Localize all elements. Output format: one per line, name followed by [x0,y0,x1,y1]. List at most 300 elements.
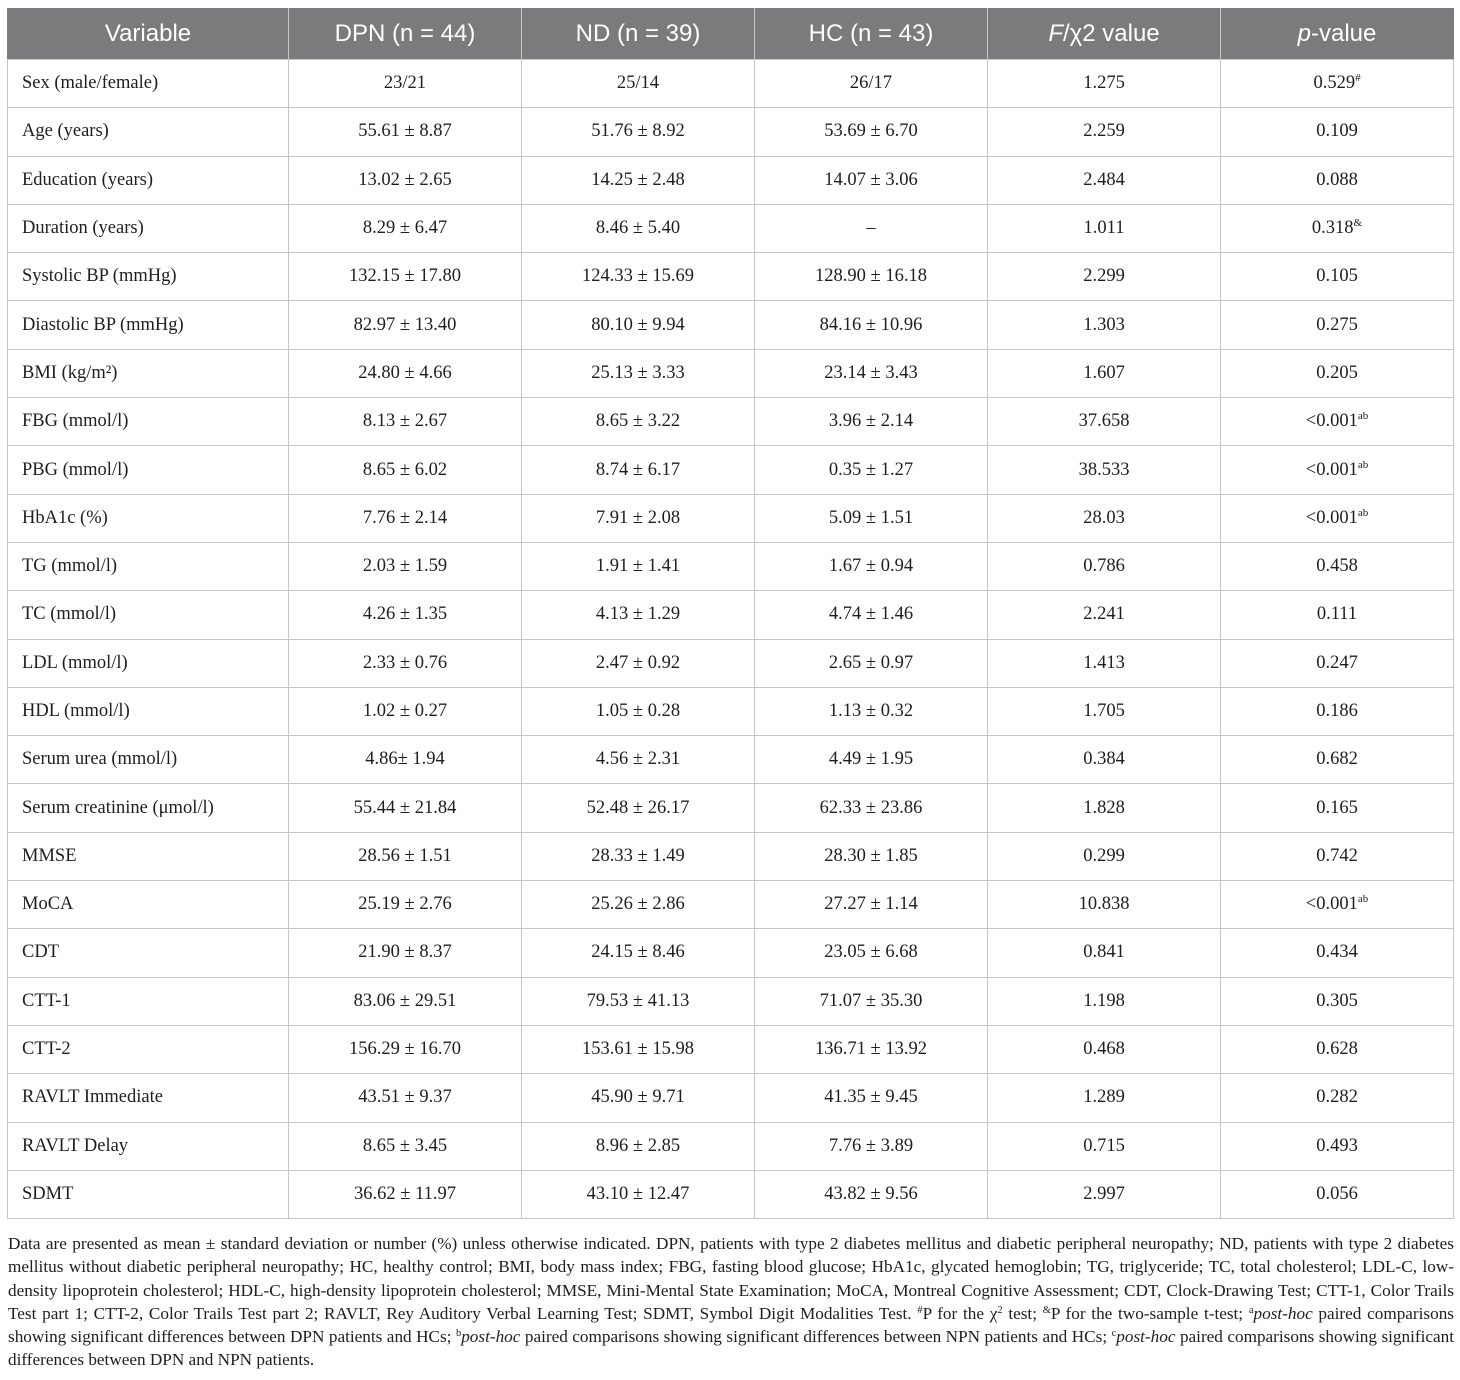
footnote-hash-sup: # [917,1304,923,1316]
cell-dpn [289,542,522,590]
cell-p-superscript: ab [1357,506,1369,519]
cell-hc-text: 53.69 ± 6.70 [824,121,918,142]
cell-hc [755,253,988,301]
cell-p-text: 0.186 [1316,701,1358,721]
cell-stat [988,639,1221,687]
table-row [8,784,1454,832]
header-hc: HC (n = 43) [755,8,988,60]
cell-hc-text: 43.82 ± 9.56 [824,1183,918,1204]
cell-variable [8,639,289,687]
cell-dpn-text: 43.51 ± 9.37 [358,1087,452,1108]
cell-nd-text: 24.15 ± 8.46 [591,942,685,963]
cell-p [1221,881,1454,929]
cell-variable-text: BMI (kg/m²) [22,362,118,383]
table-row [8,542,1454,590]
cell-hc [755,977,988,1025]
cell-nd [522,639,755,687]
cell-hc-text: 23.05 ± 6.68 [824,942,918,963]
table-row [8,398,1454,446]
cell-hc [755,398,988,446]
cell-hc [755,60,988,108]
table-row [8,301,1454,349]
cell-nd [522,1122,755,1170]
cell-p-text: 0.205 [1316,362,1358,383]
cell-nd [522,60,755,108]
cell-variable [8,156,289,204]
cell-hc [755,301,988,349]
cell-dpn [289,60,522,108]
cell-variable-text: MoCA [22,894,74,915]
cell-variable-text: Duration (years) [22,218,144,239]
cell-nd [522,1170,755,1218]
cell-variable-text: Diastolic BP (mmHg) [22,314,184,335]
footnote-a-ital: post-hoc [1253,1303,1313,1323]
cell-stat-text: 0.299 [1083,845,1125,866]
cell-dpn-text: 82.97 ± 13.40 [353,314,457,335]
cell-hc-text: 1.13 ± 0.32 [828,701,914,721]
cell-p-text: 0.109 [1316,121,1358,142]
cell-dpn [289,832,522,880]
cell-nd [522,398,755,446]
cell-p-text: 0.493 [1316,1135,1358,1156]
cell-p [1221,736,1454,784]
cell-hc-text: 5.09 ± 1.51 [828,507,914,528]
cell-variable [8,204,289,252]
header-nd: ND (n = 39) [522,8,755,60]
cell-p [1221,591,1454,639]
cell-variable [8,542,289,590]
cell-hc-text: 4.74 ± 1.46 [828,604,914,625]
cell-p-text: 0.247 [1316,652,1358,673]
cell-nd-text: 8.65 ± 3.22 [595,411,681,432]
cell-stat [988,1170,1221,1218]
table-row [8,1122,1454,1170]
cell-variable [8,881,289,929]
cell-hc [755,736,988,784]
cell-dpn-text: 2.03 ± 1.59 [362,556,448,577]
cell-dpn [289,446,522,494]
cell-dpn-text: 8.13 ± 2.67 [362,411,448,432]
cell-nd-text: 7.91 ± 2.08 [595,507,681,528]
cell-stat [988,929,1221,977]
cell-stat [988,253,1221,301]
cell-p [1221,60,1454,108]
table-row [8,639,1454,687]
cell-stat-text: 2.484 [1083,169,1125,190]
cell-nd-text: 4.13 ± 1.29 [595,604,681,625]
cell-variable [8,108,289,156]
cell-dpn-text: 4.86± 1.94 [365,749,445,770]
cell-variable-text: Age (years) [22,121,109,142]
cell-nd [522,349,755,397]
cell-hc-text: 2.65 ± 0.97 [828,652,914,673]
header-dpn: DPN (n = 44) [289,8,522,60]
cell-dpn [289,881,522,929]
cell-variable [8,977,289,1025]
cell-variable-text: Serum urea (mmol/l) [22,749,178,770]
cell-stat-text: 28.03 [1083,507,1125,528]
cell-nd-text: 52.48 ± 26.17 [586,797,690,818]
cell-stat [988,977,1221,1025]
table-row [8,108,1454,156]
cell-nd [522,542,755,590]
footnote-c-text: paired comparisons showing significant differences between DPN and NPN patients. [8,1326,1455,1370]
cell-p-text: 0.105 [1316,266,1358,287]
cell-stat-text: 1.828 [1083,797,1125,818]
cell-p [1221,1074,1454,1122]
cell-hc-text: 4.49 ± 1.95 [828,749,914,770]
cell-stat [988,349,1221,397]
cell-hc [755,494,988,542]
cell-p [1221,398,1454,446]
footnote-main: Data are presented as mean ± standard deviation or number (%) unless otherwise indicated. DPN, patients with type 2 diabetes mellitus and diabetic peripheral neuropathy; ND, patients with type 2 diabetes mellitus without diabetic peripheral neuropathy; HC, healthy control; BMI, body mass index; FBG, fasting blood glucose; HbA1c, glycated hemoglobin; TG, triglyceride; TC, total cholesterol; LDL-C, low-density lipoprotein cholesterol; HDL-C, high-density lipoprotein cholesterol; MMSE, Mini-Mental State Examination; MoCA, Montreal Cognitive Assessment; CDT, Clock-Drawing Test; CTT-1, Color Trails Test part 1; CTT-2, Color Trails Test part 2; RAVLT, Rey Auditory Verbal Learning Test; SDMT, Symbol Digit Modalities Test. [8,1234,1454,1323]
cell-p [1221,1025,1454,1073]
cell-dpn [289,977,522,1025]
footnote-a-sup: a [1248,1304,1254,1316]
cell-nd-text: 8.46 ± 5.40 [595,218,681,239]
cell-variable-text: FBG (mmol/l) [22,411,129,432]
cell-variable-text: HbA1c (%) [22,507,108,528]
cell-hc [755,1025,988,1073]
cell-hc-text: 136.71 ± 13.92 [815,1039,927,1060]
cell-stat [988,446,1221,494]
cell-p-text: 0.529 [1313,73,1356,94]
cell-nd [522,687,755,735]
cell-nd-text: 43.10 ± 12.47 [586,1183,690,1204]
footnote-hash-text: P for the χ [922,1303,998,1323]
cell-nd [522,446,755,494]
cell-stat [988,1122,1221,1170]
cell-variable-text: CTT-1 [22,990,71,1011]
cell-p-text: 0.458 [1316,556,1358,577]
cell-variable [8,301,289,349]
cell-nd-text: 124.33 ± 15.69 [582,266,694,287]
footnote-amp-sup: & [1042,1304,1051,1316]
cell-nd [522,1025,755,1073]
cell-hc-text: 128.90 ± 16.18 [815,266,927,287]
cell-hc-text: 1.67 ± 0.94 [828,556,914,577]
table-body [8,60,1454,1219]
data-table [7,8,1454,1219]
cell-dpn-text: 1.02 ± 0.27 [362,701,448,721]
cell-variable [8,446,289,494]
table-header [8,8,1454,60]
cell-nd-text: 14.25 ± 2.48 [591,169,685,190]
cell-nd [522,784,755,832]
cell-variable-text: SDMT [22,1183,74,1204]
cell-dpn [289,1074,522,1122]
header-stat-suffix: /χ2 value [1063,19,1160,47]
footnote-amp-text: P for the two-sample t-test; [1050,1303,1244,1323]
cell-variable [8,349,289,397]
cell-variable [8,1170,289,1218]
cell-dpn [289,591,522,639]
document-page [7,8,1453,1371]
cell-hc-text: 26/17 [849,73,893,94]
cell-p [1221,784,1454,832]
cell-stat-text: 0.715 [1083,1135,1125,1156]
cell-stat-text: 38.533 [1078,459,1130,480]
cell-stat-text: 1.011 [1083,218,1125,239]
cell-dpn-text: 8.65 ± 6.02 [362,459,448,480]
cell-p-text: <0.001 [1305,894,1358,915]
cell-hc [755,687,988,735]
cell-nd-text: 1.05 ± 0.28 [595,701,681,721]
cell-p-text: 0.318 [1311,218,1354,239]
cell-p-text: 0.111 [1316,604,1358,625]
cell-stat-text: 0.841 [1083,942,1125,963]
cell-p-superscript: ab [1357,893,1369,906]
header-p [1221,8,1454,60]
cell-dpn [289,1025,522,1073]
cell-nd [522,108,755,156]
cell-variable-text: RAVLT Immediate [22,1087,163,1108]
cell-stat-text: 2.241 [1083,604,1125,625]
cell-variable-text: PBG (mmol/l) [22,459,129,480]
footnote-b-text: paired comparisons showing significant differences between NPN patients and HCs; [520,1326,1108,1346]
cell-variable-text: TC (mmol/l) [22,604,117,625]
cell-p [1221,494,1454,542]
cell-p-text: 0.434 [1316,942,1358,963]
cell-p [1221,832,1454,880]
cell-hc [755,1074,988,1122]
cell-p [1221,1122,1454,1170]
cell-variable [8,253,289,301]
cell-p-text: <0.001 [1305,411,1358,432]
cell-stat-text: 10.838 [1078,894,1130,915]
cell-dpn-text: 55.61 ± 8.87 [358,121,452,142]
cell-stat-text: 37.658 [1078,411,1130,432]
footnote-b-sup: b [455,1327,462,1339]
cell-stat [988,204,1221,252]
cell-hc-text: 14.07 ± 3.06 [824,169,918,190]
cell-dpn [289,204,522,252]
cell-variable [8,60,289,108]
cell-dpn [289,108,522,156]
header-variable: Variable [8,8,289,60]
cell-p [1221,687,1454,735]
cell-dpn-text: 83.06 ± 29.51 [353,990,457,1011]
cell-hc [755,1170,988,1218]
cell-p-text: 0.282 [1316,1087,1358,1108]
cell-hc [755,591,988,639]
footnote-c-ital: post-hoc [1116,1326,1176,1346]
cell-nd-text: 80.10 ± 9.94 [591,314,685,335]
cell-variable-text: Systolic BP (mmHg) [22,266,177,287]
cell-stat [988,494,1221,542]
cell-stat [988,736,1221,784]
cell-variable [8,398,289,446]
footnote-chi-sup: 2 [997,1304,1003,1316]
cell-variable [8,736,289,784]
header-p-prefix: p [1297,19,1311,47]
cell-p-text: 0.742 [1316,845,1358,866]
cell-nd [522,977,755,1025]
cell-dpn-text: 21.90 ± 8.37 [358,942,452,963]
cell-dpn-text: 8.29 ± 6.47 [362,218,448,239]
cell-hc [755,108,988,156]
table-row [8,1025,1454,1073]
table-row [8,929,1454,977]
cell-p-text: <0.001 [1305,459,1358,480]
table-row [8,1074,1454,1122]
cell-dpn-text: 36.62 ± 11.97 [354,1183,456,1204]
cell-variable [8,591,289,639]
cell-p-superscript: ab [1357,458,1369,471]
footnote-c-sup: c [1111,1327,1117,1339]
cell-hc-text: 23.14 ± 3.43 [824,362,918,383]
cell-dpn [289,494,522,542]
cell-p-text: 0.305 [1316,990,1358,1011]
cell-dpn-text: 23/21 [383,73,427,94]
cell-variable [8,929,289,977]
cell-nd [522,736,755,784]
cell-variable [8,1025,289,1073]
cell-nd-text: 28.33 ± 1.49 [591,845,685,866]
header-p-suffix: -value [1310,19,1377,47]
table-row [8,253,1454,301]
table-row [8,156,1454,204]
cell-nd-text: 25.26 ± 2.86 [591,894,685,915]
cell-dpn-text: 2.33 ± 0.76 [362,652,448,673]
cell-dpn [289,301,522,349]
cell-hc-text: 28.30 ± 1.85 [824,845,918,866]
cell-variable-text: Sex (male/female) [22,73,159,94]
cell-dpn [289,398,522,446]
cell-hc-text: 7.76 ± 3.89 [828,1135,914,1156]
cell-hc-text: 41.35 ± 9.45 [824,1087,918,1108]
cell-p [1221,639,1454,687]
cell-dpn [289,156,522,204]
cell-hc-text: 3.96 ± 2.14 [828,411,914,432]
cell-dpn-text: 156.29 ± 16.70 [349,1039,461,1060]
cell-p-superscript: & [1353,217,1363,230]
cell-variable-text: TG (mmol/l) [22,556,118,577]
cell-hc-text: 84.16 ± 10.96 [819,314,923,335]
cell-p-text: <0.001 [1305,507,1358,528]
table-row [8,204,1454,252]
cell-stat-text: 2.997 [1083,1183,1125,1204]
cell-nd-text: 1.91 ± 1.41 [595,556,681,577]
cell-variable [8,687,289,735]
cell-hc [755,1122,988,1170]
cell-hc [755,542,988,590]
cell-dpn [289,784,522,832]
cell-stat [988,108,1221,156]
cell-p-text: 0.056 [1316,1183,1358,1204]
cell-p [1221,204,1454,252]
cell-stat-text: 1.413 [1083,652,1125,673]
cell-variable-text: RAVLT Delay [22,1135,129,1156]
cell-dpn-text: 28.56 ± 1.51 [358,845,452,866]
cell-variable-text: Education (years) [22,169,153,190]
cell-hc [755,349,988,397]
cell-stat [988,832,1221,880]
cell-nd-text: 8.74 ± 6.17 [595,459,681,480]
cell-nd-text: 8.96 ± 2.85 [595,1135,681,1156]
table-row [8,446,1454,494]
cell-stat-text: 2.259 [1083,121,1125,142]
cell-nd [522,881,755,929]
cell-variable [8,832,289,880]
cell-nd [522,494,755,542]
cell-hc-text: – [866,218,876,239]
cell-p [1221,108,1454,156]
cell-p [1221,929,1454,977]
table-row [8,1170,1454,1218]
cell-stat-text: 1.198 [1083,990,1125,1011]
cell-dpn-text: 24.80 ± 4.66 [358,362,452,383]
cell-hc [755,929,988,977]
cell-p [1221,301,1454,349]
footnote-hash-end: test; [1002,1303,1037,1323]
cell-dpn-text: 4.26 ± 1.35 [362,604,448,625]
cell-nd-text: 79.53 ± 41.13 [586,990,690,1011]
header-row [8,8,1454,60]
header-stat-prefix: F [1048,19,1063,47]
cell-stat-text: 0.384 [1083,749,1125,770]
cell-nd-text: 2.47 ± 0.92 [595,652,681,673]
cell-hc [755,784,988,832]
table-row [8,591,1454,639]
cell-nd [522,832,755,880]
cell-variable-text: MMSE [22,845,77,866]
cell-stat-text: 1.303 [1083,314,1125,335]
cell-p-text: 0.682 [1316,749,1358,770]
cell-nd [522,301,755,349]
cell-nd-text: 153.61 ± 15.98 [582,1039,694,1060]
table-row [8,349,1454,397]
cell-variable [8,784,289,832]
cell-p-superscript: ab [1357,410,1369,423]
cell-stat [988,301,1221,349]
cell-nd-text: 25.13 ± 3.33 [591,362,685,383]
cell-nd [522,591,755,639]
cell-p [1221,977,1454,1025]
cell-hc [755,156,988,204]
cell-dpn [289,736,522,784]
cell-nd [522,1074,755,1122]
cell-dpn [289,1170,522,1218]
cell-hc-text: 0.35 ± 1.27 [828,459,914,480]
cell-stat-text: 1.289 [1083,1087,1125,1108]
cell-dpn [289,687,522,735]
cell-nd-text: 51.76 ± 8.92 [591,121,685,142]
cell-stat [988,398,1221,446]
cell-stat [988,784,1221,832]
cell-stat-text: 0.468 [1083,1039,1125,1060]
cell-dpn [289,349,522,397]
cell-stat-text: 2.299 [1083,266,1125,287]
table-row [8,60,1454,108]
cell-variable [8,494,289,542]
cell-nd [522,156,755,204]
table-row [8,977,1454,1025]
cell-nd [522,204,755,252]
cell-stat-text: 1.275 [1083,73,1125,94]
table-row [8,736,1454,784]
table-row [8,881,1454,929]
cell-hc [755,881,988,929]
cell-dpn [289,929,522,977]
cell-p-text: 0.275 [1316,314,1358,335]
cell-dpn-text: 25.19 ± 2.76 [358,894,452,915]
cell-variable [8,1122,289,1170]
cell-stat [988,1025,1221,1073]
cell-p-text: 0.088 [1316,169,1358,190]
cell-dpn-text: 8.65 ± 3.45 [362,1135,448,1156]
cell-p [1221,349,1454,397]
